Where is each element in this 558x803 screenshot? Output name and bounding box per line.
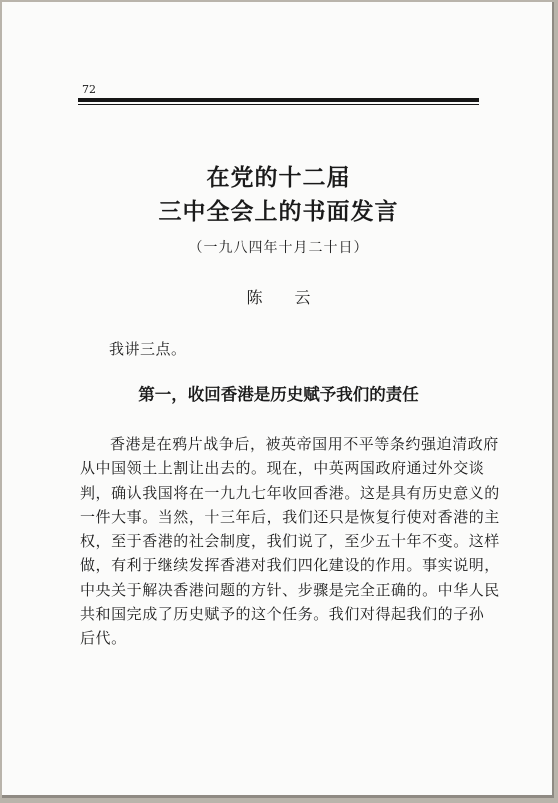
paragraph-line: 从中国领土上割让出去的。现在，中英两国政府通过外交谈 [80, 459, 485, 478]
paragraph-line: 权，至于香港的社会制度，我们说了，至少五十年不变。这样 [80, 532, 500, 551]
paragraph-line: 一件大事。当然，十三年后，我们还只是恢复行使对香港的主 [80, 507, 500, 526]
paragraph-line: 共和国完成了历史赋予的这个任务。我们对得起我们的子孙 [80, 605, 485, 624]
paragraph-line: 后代。 [80, 629, 127, 648]
title-line-1: 在党的十二届 [206, 165, 351, 191]
author-name [78, 288, 479, 308]
author-surname: 陈 [246, 288, 263, 307]
author-given-name: 云 [294, 288, 311, 307]
paragraph-line: 香港是在鸦片战争后，被英帝国用不平等条约强迫清政府 [110, 435, 499, 453]
date-line: （一九八四年十月二十日） [188, 240, 369, 256]
title-line-2: 三中全会上的书面发言 [158, 199, 399, 225]
page-number: 72 [82, 83, 96, 96]
body-paragraph [80, 432, 500, 651]
section-heading: 第一，收回香港是历史赋予我们的责任 [138, 385, 419, 404]
header-rule-thick [78, 98, 479, 102]
header-rule-thin [78, 104, 479, 105]
paragraph-line: 中央关于解决香港问题的方针、步骤是完全正确的。中华人民 [80, 580, 500, 599]
paragraph-line: 判，确认我国将在一九九七年收回香港。这是具有历史意义的 [80, 483, 500, 502]
intro-text: 我讲三点。 [109, 340, 187, 358]
document-page [2, 2, 554, 798]
paragraph-line: 做，有利于继续发挥香港对我们四化建设的作用。事实说明， [80, 556, 500, 575]
